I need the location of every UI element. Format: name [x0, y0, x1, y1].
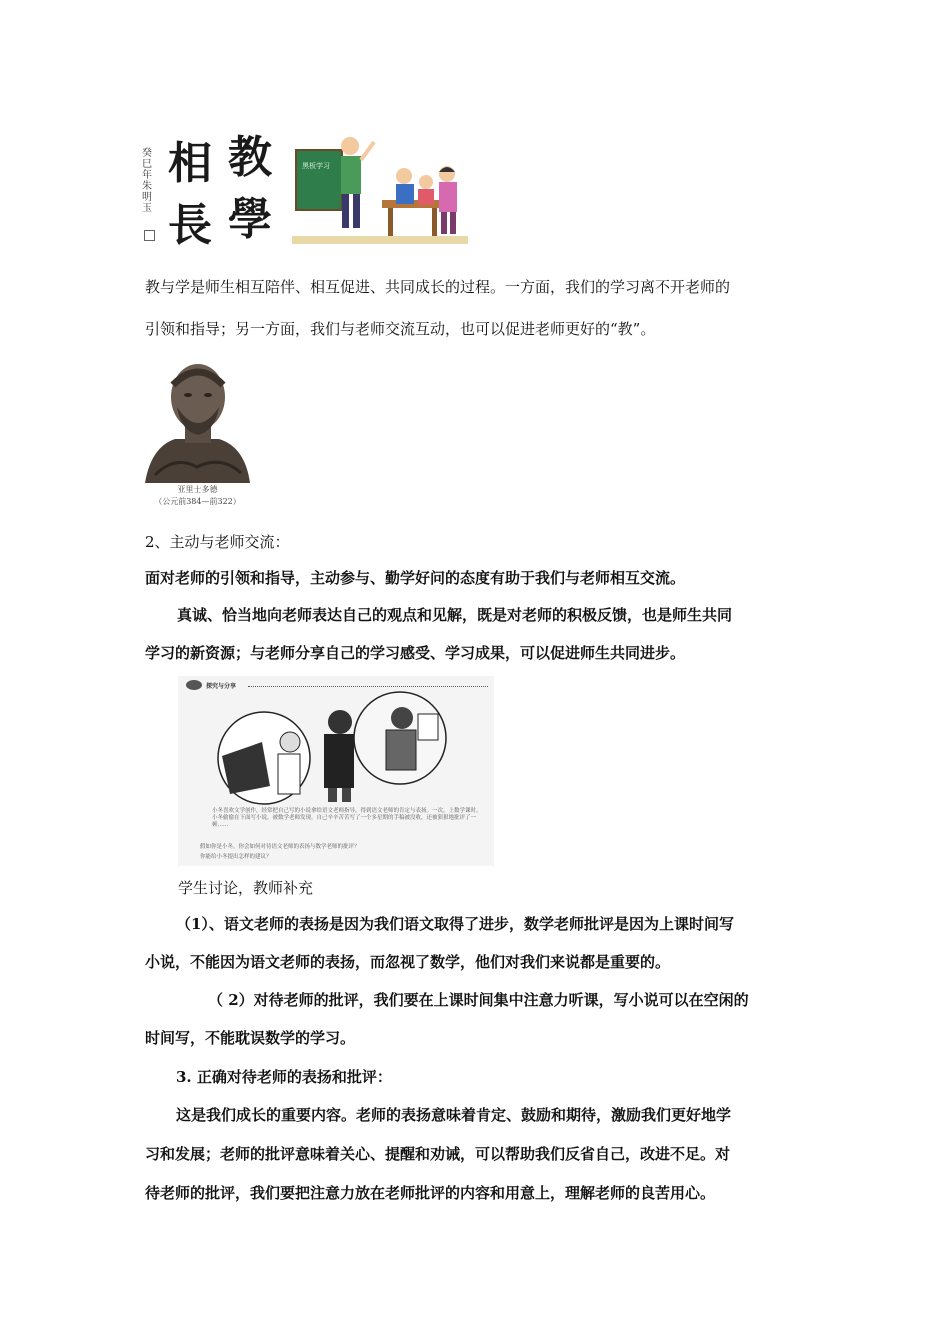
section-3-heading: 3. 正确对待老师的表扬和批评：: [176, 1068, 392, 1086]
comic-caption: 小冬喜欢文学创作，经常把自己写的小说拿给语文老师指导，得到语文老师的肯定与表扬。一次，上数学课时，小冬偷偷在下面写小说，被数学老师发现。自己辛辛苦苦写了一个多星期的手稿被没收，还被狠狠地批评了一顿……: [212, 808, 482, 828]
section-2-paragraph-2-line-1: 真诚、恰当地向老师表达自己的观点和见解，既是对老师的积极反馈，也是师生共同: [177, 606, 733, 624]
calligraphy-char-xue: 學: [228, 194, 272, 245]
section-3-line-1: 这是我们成长的重要内容。老师的表扬意味着肯定、鼓励和期待，激励我们更好地学: [176, 1106, 732, 1124]
calligraphy-signature: 癸巳年 朱明玉: [142, 148, 152, 214]
answer-1-line-1: （1）、语文老师的表扬是因为我们语文取得了进步，数学老师批评是因为上课时间写: [176, 915, 734, 933]
calligraphy-char-jiao: 教: [228, 132, 272, 183]
section-2-heading: 2、主动与老师交流：: [145, 533, 290, 551]
discussion-label: 学生讨论，教师补充: [178, 879, 314, 897]
answer-1-line-2: 小说，不能因为语文老师的表扬，而忽视了数学，他们对我们来说都是重要的。: [145, 953, 671, 971]
calligraphy-char-xiang: 相: [168, 138, 212, 189]
classroom-illustration: [292, 128, 468, 248]
comic-question-1: 假如你是小冬，你会如何对待语文老师的表扬与数学老师的批评？: [200, 844, 360, 850]
intro-line-2: 引领和指导；另一方面，我们与老师交流互动，也可以促进老师更好的“教”。: [145, 320, 656, 338]
comic-header-rule: [248, 686, 488, 687]
section-3-line-3: 待老师的批评，我们要把注意力放在老师批评的内容和用意上，理解老师的良苦用心。: [145, 1184, 716, 1202]
calligraphy-banner: [140, 128, 290, 258]
section-2-paragraph-2-line-2: 学习的新资源；与老师分享自己的学习感受、学习成果，可以促进师生共同进步。: [145, 644, 686, 662]
comic-header: 探究与分享: [206, 683, 237, 690]
bust-dates: （公元前384—前322）: [154, 497, 241, 506]
intro-line-1: 教与学是师生相互陪伴、相互促进、共同成长的过程。一方面，我们的学习离不开老师的: [145, 278, 731, 296]
svg-text:黑板学习: 黑板学习: [302, 162, 330, 170]
comic-question-2: 你能给小冬提出怎样的建议？: [200, 854, 272, 860]
section-2-paragraph-1: 面对老师的引领和指导，主动参与、勤学好问的态度有助于我们与老师相互交流。: [145, 569, 686, 587]
explore-share-comic: [178, 676, 494, 866]
section-3-line-2: 习和发展；老师的批评意味着关心、提醒和劝诫，可以帮助我们反省自己，改进不足。对: [145, 1145, 731, 1163]
seal-stamp: [144, 230, 155, 241]
bust-caption: [145, 484, 250, 508]
answer-2-line-1: （ 2）对待老师的批评，我们要在上课时间集中注意力听课，写小说可以在空闲的: [208, 991, 749, 1009]
answer-2-line-2: 时间写，不能耽误数学的学习。: [145, 1029, 356, 1047]
bust-name: 亚里士多德: [177, 485, 218, 494]
calligraphy-char-zhang: 長: [168, 200, 212, 251]
